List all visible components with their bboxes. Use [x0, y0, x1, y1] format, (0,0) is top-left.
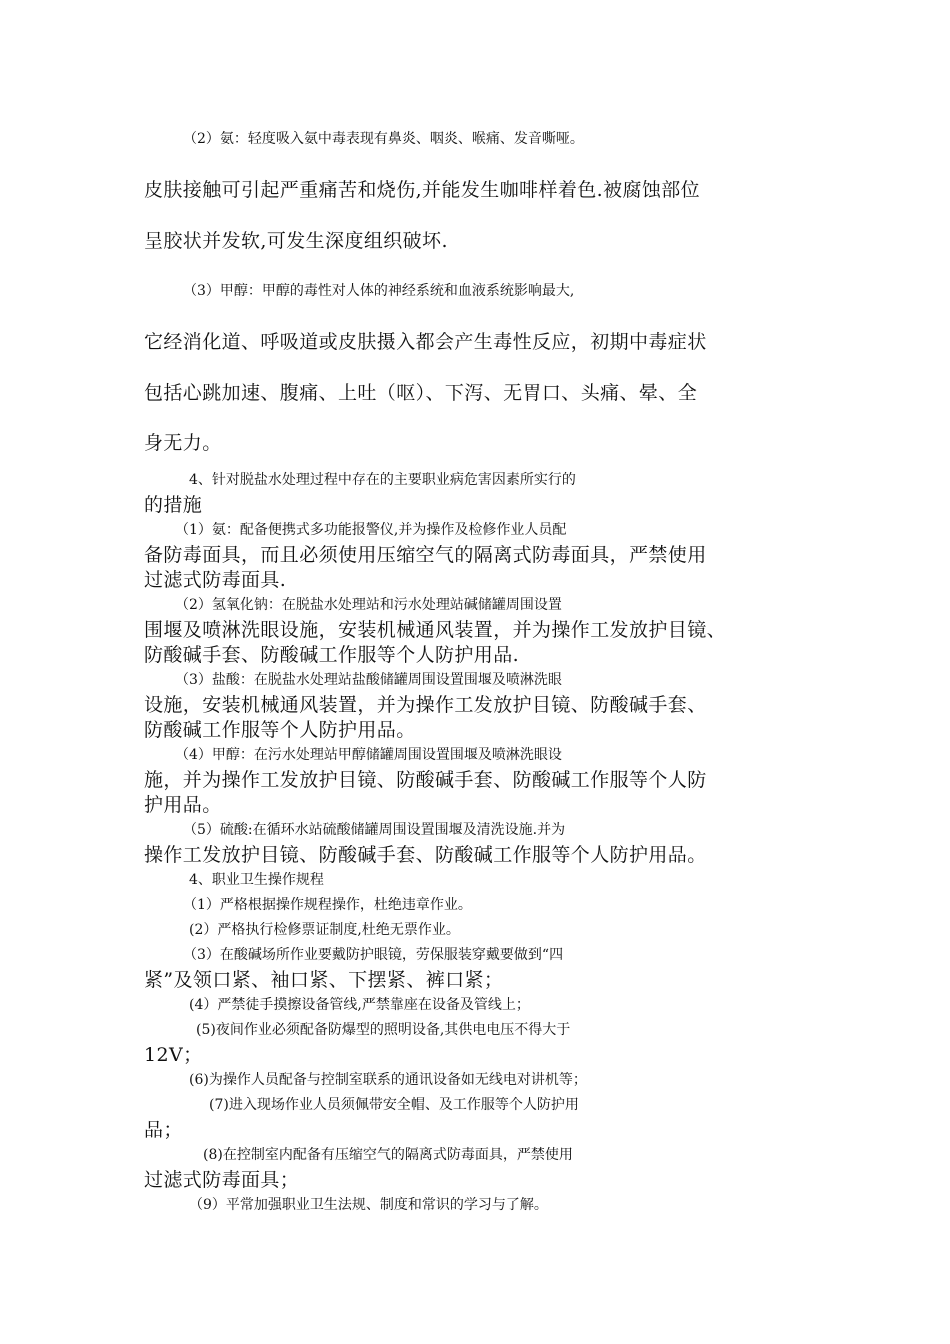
text-line: (4）严禁徒手摸擦设备管线,严禁靠座在设备及管线上； — [189, 997, 530, 1013]
text-line: 施，并为操作工发放护目镜、防酸碱手套、防酸碱工作服等个人防 — [144, 769, 707, 791]
text-line: (7)进入现场作业人员须佩带安全帽、及工作服等个人防护用 — [209, 1097, 579, 1113]
text-line: 的措施 — [144, 494, 203, 516]
text-line: 防酸碱手套、防酸碱工作服等个人防护用品. — [144, 644, 520, 666]
text-line: 它经消化道、呼吸道或皮肤摄入都会产生毒性反应，初期中毒症状 — [144, 331, 707, 353]
text-line: 过滤式防毒面具. — [144, 569, 287, 591]
text-line: 过滤式防毒面具； — [144, 1169, 300, 1191]
text-line: 防酸碱工作服等个人防护用品。 — [144, 719, 416, 741]
text-line: (2）严格执行检修票证制度,杜绝无票作业。 — [189, 922, 460, 938]
text-line: （5）硫酸:在循环水站硫酸储罐周围设置围堰及清洗设施.并为 — [183, 822, 566, 838]
text-line: （3）甲醇：甲醇的毒性对人体的神经系统和血液系统影响最大, — [183, 283, 575, 299]
text-line: 围堰及喷淋洗眼设施，安装机械通风装置，并为操作工发放护目镜、 — [144, 619, 727, 641]
text-line: 备防毒面具，而且必须使用压缩空气的隔离式防毒面具，严禁使用 — [144, 544, 707, 566]
section-heading: 4、职业卫生操作规程 — [189, 872, 324, 888]
text-line: （2）氢氧化钠：在脱盐水处理站和污水处理站碱储罐周围设置 — [175, 597, 562, 613]
text-line: 设施，安装机械通风装置，并为操作工发放护目镜、防酸碱手套、 — [144, 694, 707, 716]
text-line: 护用品。 — [144, 794, 222, 816]
text-line: （3）盐酸：在脱盐水处理站盐酸储罐周围设置围堰及喷淋洗眼 — [175, 672, 562, 688]
text-line: (8)在控制室内配备有压缩空气的隔离式防毒面具，严禁使用 — [203, 1147, 573, 1163]
text-line: （1）氨：配备便携式多功能报警仪,并为操作及检修作业人员配 — [175, 522, 567, 538]
text-line: (5)夜间作业必须配备防爆型的照明设备,其供电电压不得大于 — [196, 1022, 571, 1038]
text-line: 呈胶状并发软,可发生深度组织破坏. — [144, 230, 448, 252]
text-line: 操作工发放护目镜、防酸碱手套、防酸碱工作服等个人防护用品。 — [144, 844, 707, 866]
text-line: (6)为操作人员配备与控制室联系的通讯设备如无线电对讲机等； — [189, 1072, 587, 1088]
text-line: 12V； — [144, 1044, 203, 1066]
text-line: 4、针对脱盐水处理过程中存在的主要职业病危害因素所实行的 — [189, 472, 576, 488]
text-line: 紧”及领口紧、袖口紧、下摆紧、裤口紧； — [144, 969, 504, 991]
text-line: 皮肤接触可引起严重痛苦和烧伤,并能发生咖啡样着色.被腐蚀部位 — [144, 179, 701, 201]
text-line: （1）严格根据操作规程操作，杜绝违章作业。 — [183, 897, 472, 913]
text-line: 品； — [144, 1119, 183, 1141]
text-line: 包括心跳加速、腹痛、上吐（呕）、下泻、无胃口、头痛、晕、全 — [144, 382, 698, 404]
text-line: （2）氨：轻度吸入氨中毒表现有鼻炎、咽炎、喉痛、发音嘶哑。 — [183, 131, 584, 147]
text-line: 身无力。 — [144, 432, 222, 454]
text-line: （3）在酸碱场所作业要戴防护眼镜，劳保服装穿戴要做到“四 — [183, 947, 564, 963]
text-line: （4）甲醇：在污水处理站甲醇储罐周围设置围堰及喷淋洗眼设 — [175, 747, 562, 763]
text-line: （9）平常加强职业卫生法规、制度和常识的学习与了解。 — [189, 1197, 548, 1213]
